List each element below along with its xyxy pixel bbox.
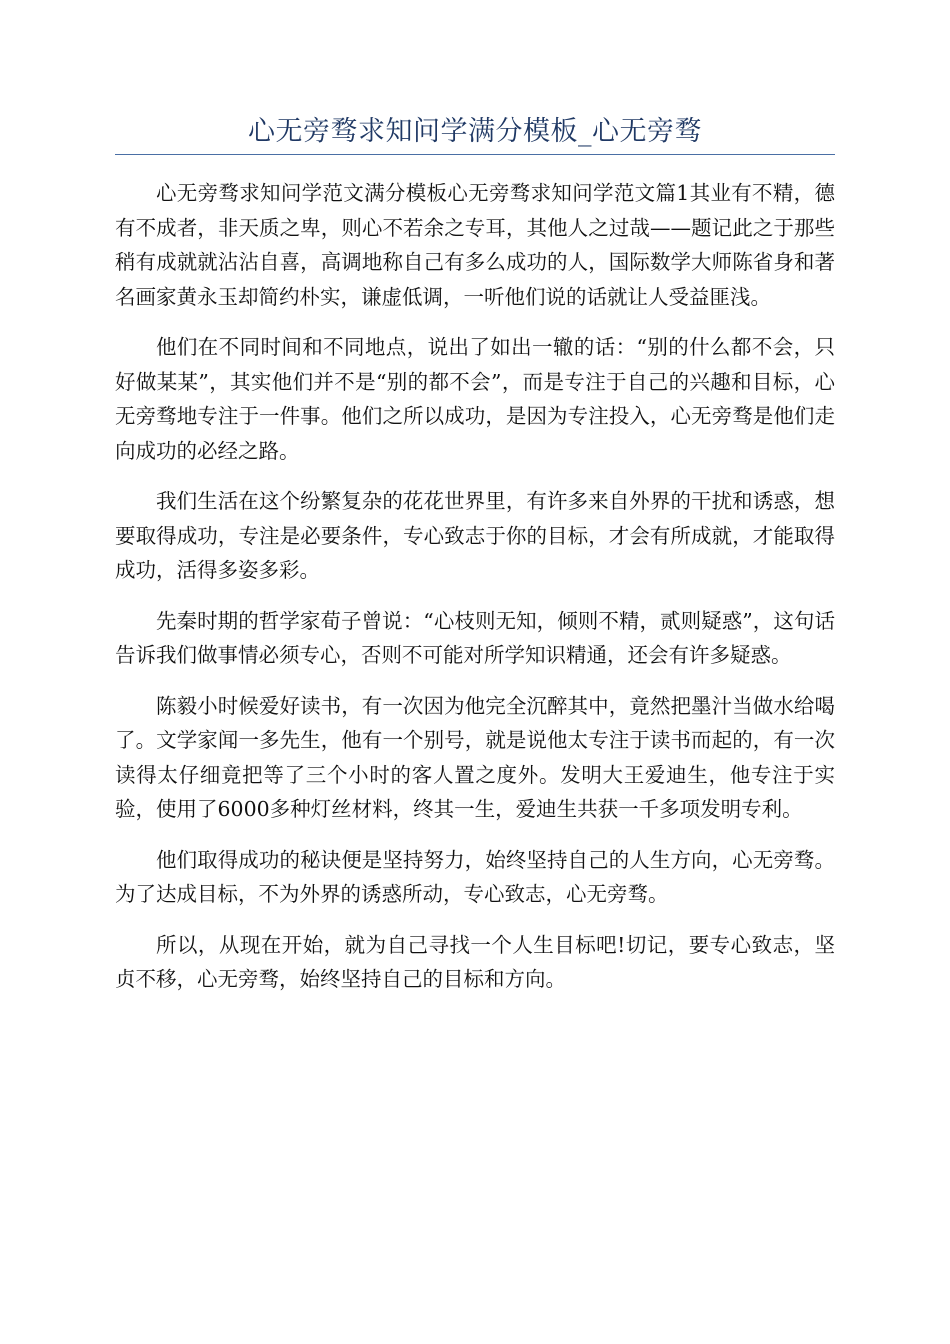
paragraph-1: 心无旁骛求知问学范文满分模板心无旁骛求知问学范文篇1其业有不精，德有不成者，非天质之卑，则心不若余之专耳，其他人之过哉——题记此之于那些稍有成就就沾沾自喜，高调地称自己有多么成功的人，国际数学大师陈省身和著名画家黄永玉却简约朴实，谦虚低调，一听他们说的话就让人受益匪浅。 [115,181,835,309]
document-body [115,176,835,1013]
paragraph-4: 先秦时期的哲学家荀子曾说：“心枝则无知，倾则不精，贰则疑惑”，这句话告诉我们做事情必须专心，否则不可能对所学知识精通，还会有许多疑惑。 [115,608,835,667]
document-title: 心无旁骛求知问学满分模板_心无旁骛 [248,116,702,147]
paragraph-2: 他们在不同时间和不同地点，说出了如出一辙的话：“别的什么都不会，只好做某某”，其实他们并不是“别的都不会”，而是专注于自己的兴趣和目标，心无旁骛地专注于一件事。他们之所以成功，是因为专注投入，心无旁骛是他们走向成功的必经之路。 [115,335,835,463]
paragraph-6: 他们取得成功的秘诀便是坚持努力，始终坚持自己的人生方向，心无旁骛。为了达成目标，不为外界的诱惑所动，专心致志，心无旁骛。 [115,847,835,906]
paragraph-7: 所以，从现在开始，就为自己寻找一个人生目标吧!切记，要专心致志，坚贞不移，心无旁骛，始终坚持自己的目标和方向。 [115,932,835,991]
paragraph-3: 我们生活在这个纷繁复杂的花花世界里，有许多来自外界的干扰和诱惑，想要取得成功，专注是必要条件，专心致志于你的目标，才会有所成就，才能取得成功，活得多姿多彩。 [115,489,835,582]
title-underline [115,154,835,155]
paragraph-5: 陈毅小时候爱好读书，有一次因为他完全沉醉其中，竟然把墨汁当做水给喝了。文学家闻一多先生，他有一个别号，就是说他太专注于读书而起的，有一次读得太仔细竟把等了三个小时的客人置之度外。发明大王爱迪生，他专注于实验，使用了6000多种灯丝材料，终其一生，爱迪生共获一千多项发明专利。 [115,693,835,821]
